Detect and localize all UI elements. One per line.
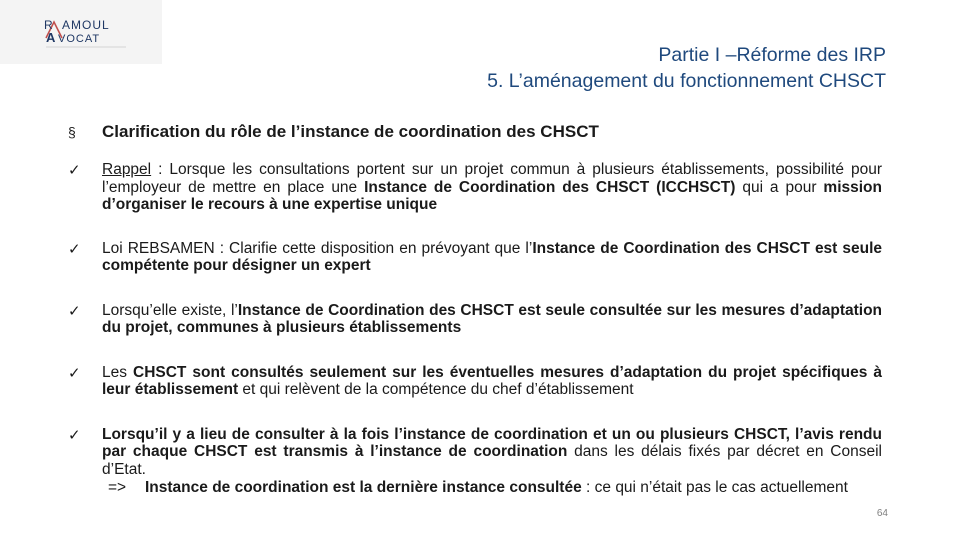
item-4-text-b: et qui relèvent de la compétence du chef d’établissement <box>238 381 634 398</box>
item-text <box>102 364 882 399</box>
firm-logo <box>40 12 150 52</box>
svg-text:AMOUL: AMOUL <box>62 18 110 32</box>
svg-text:VOCAT: VOCAT <box>58 33 101 45</box>
section-heading <box>68 122 882 142</box>
item-text <box>102 426 882 497</box>
check-icon: ✓ <box>68 302 81 320</box>
check-icon: ✓ <box>68 364 81 382</box>
logo-area <box>0 0 162 64</box>
list-item <box>68 426 882 497</box>
list-item <box>68 240 882 275</box>
section-bullet: § <box>68 124 76 140</box>
item-text <box>102 240 882 275</box>
svg-text:A: A <box>46 30 56 45</box>
item-text <box>102 161 882 214</box>
list-item <box>68 364 882 399</box>
title-line-2: 5. L’aménagement du fonctionnement CHSCT <box>487 70 886 92</box>
item-1-text-b: qui a pour <box>735 178 824 196</box>
slide-content <box>68 122 882 497</box>
item-1-text-a: : Lorsque les consultations portent sur un projet commun à plusieurs établissements, possibilité pour l’employeur de mettre en place une <box>102 161 882 196</box>
page-number: 64 <box>876 508 888 519</box>
item-5-text: dans les délais fixés par décret en Conseil d’Etat. <box>102 443 882 478</box>
item-5-bold: Lorsqu’il y a lieu de consulter à la fois l’instance de coordination et un ou plusieurs CHSCT, l’avis rendu par chaque CHSCT est transmis à l’instance de coordination <box>102 425 882 460</box>
item-4-text-a: Les <box>102 363 133 381</box>
svg-text:R: R <box>44 18 53 32</box>
slide-title <box>487 42 886 94</box>
item-3-text: Lorsqu’elle existe, l’ <box>102 301 238 319</box>
conclusion-text <box>145 479 882 497</box>
item-text <box>102 302 882 337</box>
item-1-bold-a: Instance de Coordination des CHSCT (ICCHSCT) <box>364 178 736 196</box>
check-icon: ✓ <box>68 240 81 258</box>
check-icon: ✓ <box>68 162 81 179</box>
item-3-bold: Instance de Coordination des CHSCT est seule consultée sur les mesures d’adaptation du projet, communes à plusieurs établissements <box>102 301 883 336</box>
item-4-bold: CHSCT sont consultés seulement sur les éventuelles mesures d’adaptation du projet spécifiques à leur établissement <box>102 363 882 398</box>
list-item <box>68 302 882 337</box>
item-1-lead: Rappel <box>102 161 152 178</box>
conclusion-bold: Instance de coordination est la dernière instance consultée <box>145 479 582 496</box>
arrow-icon: => <box>108 479 127 496</box>
item-2-bold: Instance de Coordination des CHSCT est seule compétente pour désigner un expert <box>102 239 883 274</box>
section-heading-text: Clarification du rôle de l’instance de coordination des CHSCT <box>102 122 599 141</box>
conclusion-rest: : ce qui n’était pas le cas actuellement <box>581 479 848 496</box>
conclusion-line <box>102 479 882 497</box>
item-2-text: Loi REBSAMEN : Clarifie cette disposition en prévoyant que l’ <box>102 239 533 257</box>
list-item <box>68 161 882 214</box>
item-1-bold-b: mission d’organiser le recours à une expertise unique <box>102 178 882 213</box>
check-icon: ✓ <box>68 426 81 444</box>
title-line-1: Partie I –Réforme des IRP <box>658 44 886 66</box>
